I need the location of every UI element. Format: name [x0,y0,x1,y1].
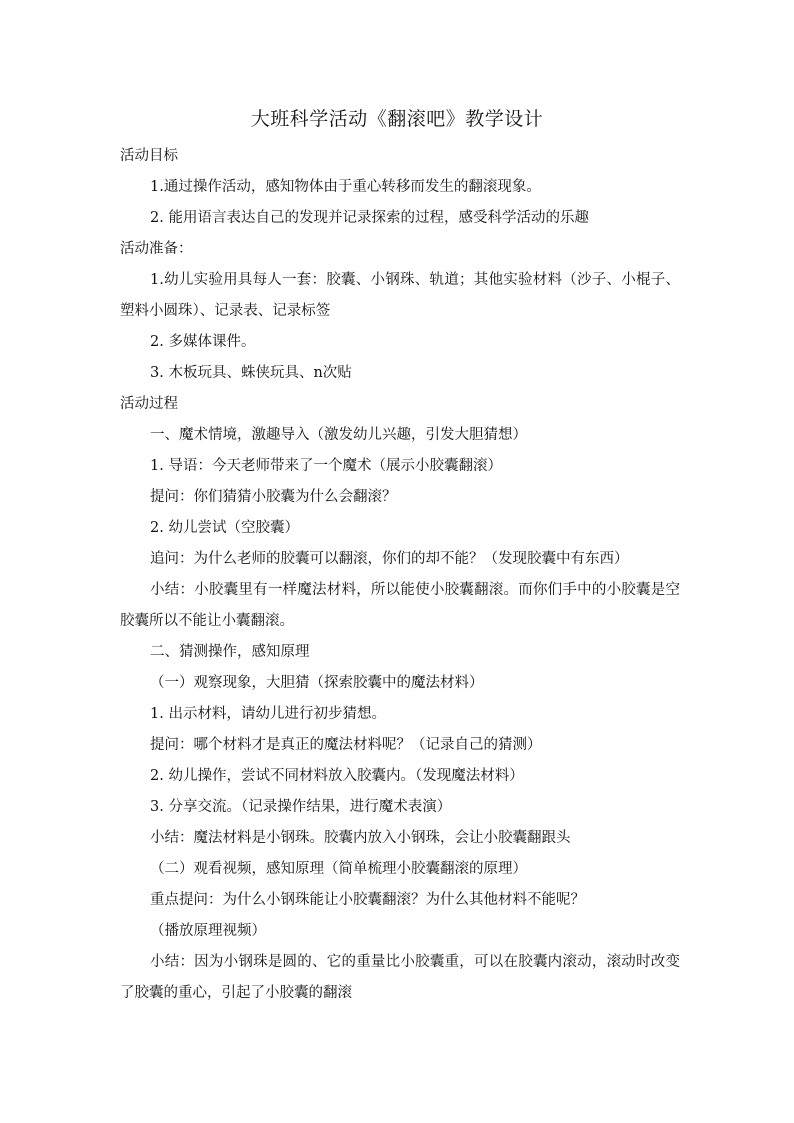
paragraph: （播放原理视频） [150,923,266,939]
paragraph: 2. 幼儿操作，尝试不同材料放入胶囊内。（发现魔法材料） [150,768,524,784]
paragraph-heading-process: 活动过程 [120,396,178,412]
paragraph: 2. 能用语言表达自己的发现并记录探索的过程，感受科学活动的乐趣 [150,210,589,226]
paragraph: 3. 分享交流。（记录操作结果，进行魔术表演） [150,799,452,815]
paragraph: （二）观看视频，感知原理（简单梳理小胶囊翻滚的原理） [150,861,527,877]
paragraph: 1.幼儿实验用具每人一套：胶囊、小钢珠、轨道；其他实验材料（沙子、小棍子、塑料小圆珠）、记录表、记录标签 [120,272,680,319]
paragraph: 提问：你们猜猜小胶囊为什么会翻滚？ [150,489,397,505]
paragraph: （一）观察现象，大胆猜（探索胶囊中的魔法材料） [150,675,484,691]
paragraph: 1. 出示材料，请幼儿进行初步猜想。 [150,706,386,722]
paragraph: 重点提问：为什么小钢珠能让小胶囊翻滚？为什么其他材料不能呢？ [150,892,585,908]
paragraph: 一、魔术情境，激趣导入（激发幼儿兴趣，引发大胆猜想） [150,427,527,443]
paragraph: 二、猜测操作，感知原理 [150,644,310,660]
paragraph: 2. 多媒体课件。 [150,334,256,350]
paragraph: 追问：为什么老师的胶囊可以翻滚，你们的却不能？（发现胶囊中有东西） [150,551,629,567]
paragraph: 小结：小胶囊里有一样魔法材料，所以能使小胶囊翻滚。而你们手中的小胶囊是空胶囊所以不能让小囊翻滚。 [120,582,680,629]
document-body [120,141,680,1009]
paragraph: 小结：因为小钢珠是圆的、它的重量比小胶囊重，可以在胶囊内滚动，滚动时改变了胶囊的重心，引起了小胶囊的翻滚 [120,954,680,1001]
paragraph-heading-preparation: 活动准备： [120,241,193,257]
paragraph: 1.通过操作活动，感知物体由于重心转移而发生的翻滚现象。 [150,179,541,195]
paragraph: 1. 导语：今天老师带来了一个魔术（展示小胶囊翻滚） [150,458,502,474]
paragraph-heading-goals: 活动目标 [120,148,178,164]
document-title: 大班科学活动《翻滚吧》教学设计 [250,108,544,130]
paragraph: 2. 幼儿尝试（空胶囊） [150,520,299,536]
paragraph: 小结：魔法材料是小钢珠。胶囊内放入小钢珠，会让小胶囊翻跟头 [150,830,571,846]
paragraph: 3. 木板玩具、蛛侠玩具、n次贴 [150,365,352,381]
paragraph: 提问：哪个材料才是真正的魔法材料呢？（记录自己的猜测） [150,737,542,753]
